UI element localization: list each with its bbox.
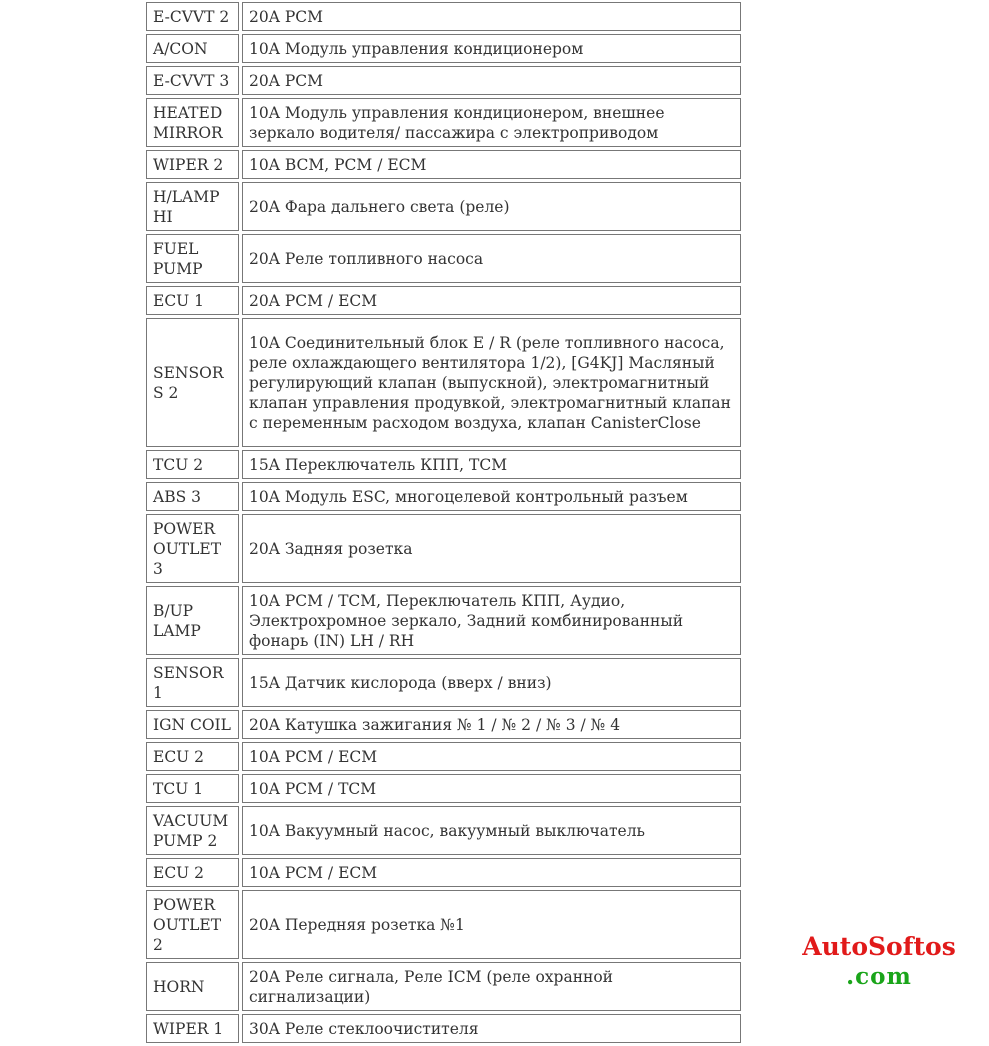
fuse-description: 10A PCM / ECM [242, 742, 741, 771]
fuse-name: IGN COIL [146, 710, 239, 739]
fuse-description: 10A Вакуумный насос, вакуумный выключатель [242, 806, 741, 855]
fuse-description: 10A Соединительный блок E / R (реле топливного насоса, реле охлаждающего вентилятора 1/2), [G4KJ] Масляный регулирующий клапан (выпускной), электромагнитный клапан управления продувкой, электромагнитный клапан с переменным расходом воздуха, клапан CanisterClose [242, 318, 741, 447]
fuse-name: SENSORS 2 [146, 318, 239, 447]
table-row [146, 774, 741, 803]
fuse-name: HORN [146, 962, 239, 1011]
fuse-name: WIPER 2 [146, 150, 239, 179]
table-row [146, 2, 741, 31]
table-row [146, 482, 741, 511]
table-row [146, 318, 741, 447]
table-row [146, 66, 741, 95]
fuse-name: ABS 3 [146, 482, 239, 511]
fuse-description: 15A Датчик кислорода (вверх / вниз) [242, 658, 741, 707]
fuse-name: TCU 1 [146, 774, 239, 803]
fuse-name: ECU 2 [146, 858, 239, 887]
fuse-name: VACUUM PUMP 2 [146, 806, 239, 855]
fuse-description: 10A PCM / TCM [242, 774, 741, 803]
watermark-line-2: .com [846, 963, 912, 990]
table-row [146, 182, 741, 231]
table-row [146, 150, 741, 179]
fuse-name: A/CON [146, 34, 239, 63]
fuse-name: POWER OUTLET 2 [146, 890, 239, 959]
fuse-description: 20A Фара дальнего света (реле) [242, 182, 741, 231]
table-row [146, 710, 741, 739]
fuse-name: B/UP LAMP [146, 586, 239, 655]
fuse-description: 20A Реле сигнала, Реле ICM (реле охранной сигнализации) [242, 962, 741, 1011]
fuse-description: 10A Модуль ESC, многоцелевой контрольный разъем [242, 482, 741, 511]
fuse-name: WIPER 1 [146, 1014, 239, 1043]
table-row [146, 586, 741, 655]
fuse-name: POWER OUTLET 3 [146, 514, 239, 583]
table-row [146, 450, 741, 479]
fuse-name: E-CVVT 2 [146, 2, 239, 31]
table-row [146, 98, 741, 147]
table-row [146, 514, 741, 583]
fuse-description: 10A PCM / TCM, Переключатель КПП, Аудио, Электрохромное зеркало, Задний комбинированный фонарь (IN) LH / RH [242, 586, 741, 655]
fuse-description: 10A BCM, PCM / ECM [242, 150, 741, 179]
fuse-description: 20A Задняя розетка [242, 514, 741, 583]
fuse-description: 20A PCM / ECM [242, 286, 741, 315]
table-row [146, 962, 741, 1011]
fuse-description: 10A Модуль управления кондиционером [242, 34, 741, 63]
fuse-name: HEATED MIRROR [146, 98, 239, 147]
fuse-description: 30A Реле стеклоочистителя [242, 1014, 741, 1043]
table-row [146, 858, 741, 887]
fuse-description: 10A PCM / ECM [242, 858, 741, 887]
table-row [146, 1014, 741, 1043]
fuse-name: FUEL PUMP [146, 234, 239, 283]
watermark-logo [784, 932, 974, 992]
fuse-description: 10A Модуль управления кондиционером, внешнее зеркало водителя/ пассажира с электроприводом [242, 98, 741, 147]
fuse-description: 20A Передняя розетка №1 [242, 890, 741, 959]
table-row [146, 34, 741, 63]
table-row [146, 806, 741, 855]
fuse-description: 20A Реле топливного насоса [242, 234, 741, 283]
table-row [146, 890, 741, 959]
table-row [146, 658, 741, 707]
table-row [146, 286, 741, 315]
watermark-line-1: AutoSoftos [802, 932, 956, 961]
fuse-description: 15A Переключатель КПП, TCM [242, 450, 741, 479]
fuse-description: 20A PCM [242, 2, 741, 31]
fuse-name: ECU 1 [146, 286, 239, 315]
fuse-name: E-CVVT 3 [146, 66, 239, 95]
fuse-description: 20A Катушка зажигания № 1 / № 2 / № 3 / № 4 [242, 710, 741, 739]
fuse-name: H/LAMP HI [146, 182, 239, 231]
fuse-name: SENSOR 1 [146, 658, 239, 707]
table-row [146, 234, 741, 283]
fuse-description: 20A PCM [242, 66, 741, 95]
fuse-name: ECU 2 [146, 742, 239, 771]
fuse-table [143, 0, 744, 1046]
fuse-name: TCU 2 [146, 450, 239, 479]
table-row [146, 742, 741, 771]
